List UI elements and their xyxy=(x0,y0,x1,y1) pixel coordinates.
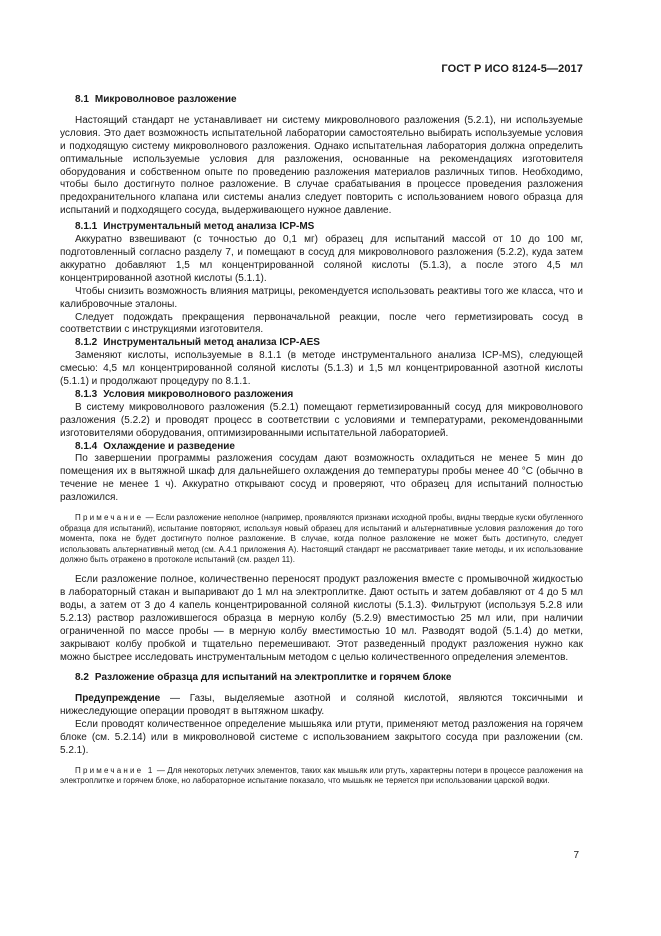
warning-label: Предупреждение xyxy=(75,693,161,705)
paragraph: Заменяют кислоты, используемые в 8.1.1 (в методе инструментального анализа ICP-MS), следующей смесью: 4,5 мл концентрированной соляной кислоты (5.1.3) и 1,5 мл концентрированной азотной кислоты (5.1.1) и продолжают процедуру по 8.1.1. xyxy=(60,350,583,388)
paragraph: Настоящий стандарт не устанавливает ни систему микроволнового разложения (5.2.1), ни используемые условия. Это дает возможность испытательной лаборатории самостоятельно выбирать используемые условия и подходящую систему микроволнового разложения. Однако испытательная лаборатория должна определить оптимальные используемые условия для разложения, основанные на рекомендациях изготовителя оборудования и собственном опыте по проведению разложения материалов различных типов. Необходимо, чтобы было достигнуто полное разложение. В случае срабатывания в процессе проведения разложения предохранительного клапана или системы анализ следует повторить с использованием нового образца для испытаний и подходящего сосуда, выдерживающего нужное давление. xyxy=(60,114,583,217)
paragraph: Аккуратно взвешивают (с точностью до 0,1 мг) образец для испытаний массой от 10 до 100 мг, подготовленный согласно разделу 7, и помещают в сосуд для микроволнового разложения (5.2.2), куда затем аккуратно добавляют 1,5 мл концентрированной соляной кислоты (5.1.3), а после этого 4,5 мл концентрированной азотной кислоты (5.1.1). xyxy=(60,234,583,284)
paragraph: Если проводят количественное определение мышьяка или ртути, применяют метод разложения на горячем блоке (см. 5.2.14) или в микроволновой системе с использованием закрытого сосуда при разложении (см. 5.2.1). xyxy=(60,719,583,756)
paragraph: Следует подождать прекращения первоначальной реакции, после чего герметизировать сосуд в соответствии с инструкциями изготовителя. xyxy=(60,311,583,336)
section-heading-8-1-2: 8.1.2 Инструментальный метод анализа ICP-AES xyxy=(75,337,320,349)
paragraph: По завершении программы разложения сосудам дают возможность охладиться не менее 5 мин до помещения их в вытяжной шкаф для дальнейшего охлаждения до температуры пробы менее 40 °С (обычно в течение не менее 1 ч). Аккуратно открывают сосуд и проверяют, что образец для испытаний полностью разложился. xyxy=(60,453,583,504)
page-number: 7 xyxy=(573,850,579,861)
warning: Предупреждение — Газы, выделяемые азотной и соляной кислотой, являются токсичными и нижеследующие операции проводят в вытяжном шкафу. xyxy=(60,693,583,718)
paragraph: В систему микроволнового разложения (5.2.1) помещают герметизированный сосуд для микроволнового разложения (5.2.2) и проводят процесс в соответствии с условиями и температурами, рекомендованными изготовителями оборудования, оптимизированными испытательной лабораторией. xyxy=(60,401,583,439)
paragraph: Чтобы снизить возможность влияния матрицы, рекомендуется использовать реактивы того же класса, что и калибровочные эталоны. xyxy=(60,285,583,310)
section-heading-8-1-3: 8.1.3 Условия микроволнового разложения xyxy=(75,388,294,400)
section-heading-8-1-4: 8.1.4 Охлаждение и разведение xyxy=(75,440,235,452)
note-label: Примечание xyxy=(75,513,144,523)
note-label: Примечание 1 xyxy=(75,765,155,775)
note: Примечание 1 — Для некоторых летучих элементов, таких как мышьяк или ртуть, характерны потери в процессе разложения на электроплитке и горячем блоке, но лабораторное испытание показало, что мышьяк не теряется при использовании царской водки. xyxy=(60,765,583,786)
note: Примечание — Если разложение неполное (например, проявляются признаки исходной пробы, видны твердые куски обугленного образца для испытаний), испытание повторяют, используя новый образец для испытаний и альтернативные условия разложения до того момента, пока не будет достигнуто полное разложение. В случае, когда полное разложение не может быть достигнуто, следует использовать альтернативный метод (см. А.4.1 приложения А). Настоящий стандарт не рассматривает такие методы, и их использование должно быть отражено в протоколе испытаний (см. раздел 11). xyxy=(60,513,583,565)
section-heading-8-1: 8.1 Микроволновое разложение xyxy=(75,94,237,105)
section-heading-8-2: 8.2 Разложение образца для испытаний на электроплитке и горячем блоке xyxy=(75,672,452,684)
section-heading-8-1-1: 8.1.1 Инструментальный метод анализа ICP-MS xyxy=(75,221,315,233)
document-body xyxy=(60,94,583,787)
paragraph: Если разложение полное, количественно переносят продукт разложения вместе с промывочной жидкостью в лабораторный стакан и выпаривают до 1 мл на электроплитке. Дают остыть и затем добавляют от 4 до 5 мл воды, а затем от 3 до 4 капель концентрированной соляной кислоты (5.1.3). Фильтруют (используя 5.2.8 или 5.2.13) раствор разложившегося образца в мерную колбу (5.2.9) вместимостью 25 мл или, при наличии ограниченной по массе пробы — в мерную колбу вместимостью 10 мл. Разводят водой (5.1.4) до метки, закрывают колбу пробкой и тщательно перемешивают. Этот разведенный продукт разложения нужно как можно быстрее исследовать инструментальным методом с целью количественного определения элементов. xyxy=(60,574,583,663)
document-header: ГОСТ Р ИСО 8124-5—2017 xyxy=(441,63,583,75)
